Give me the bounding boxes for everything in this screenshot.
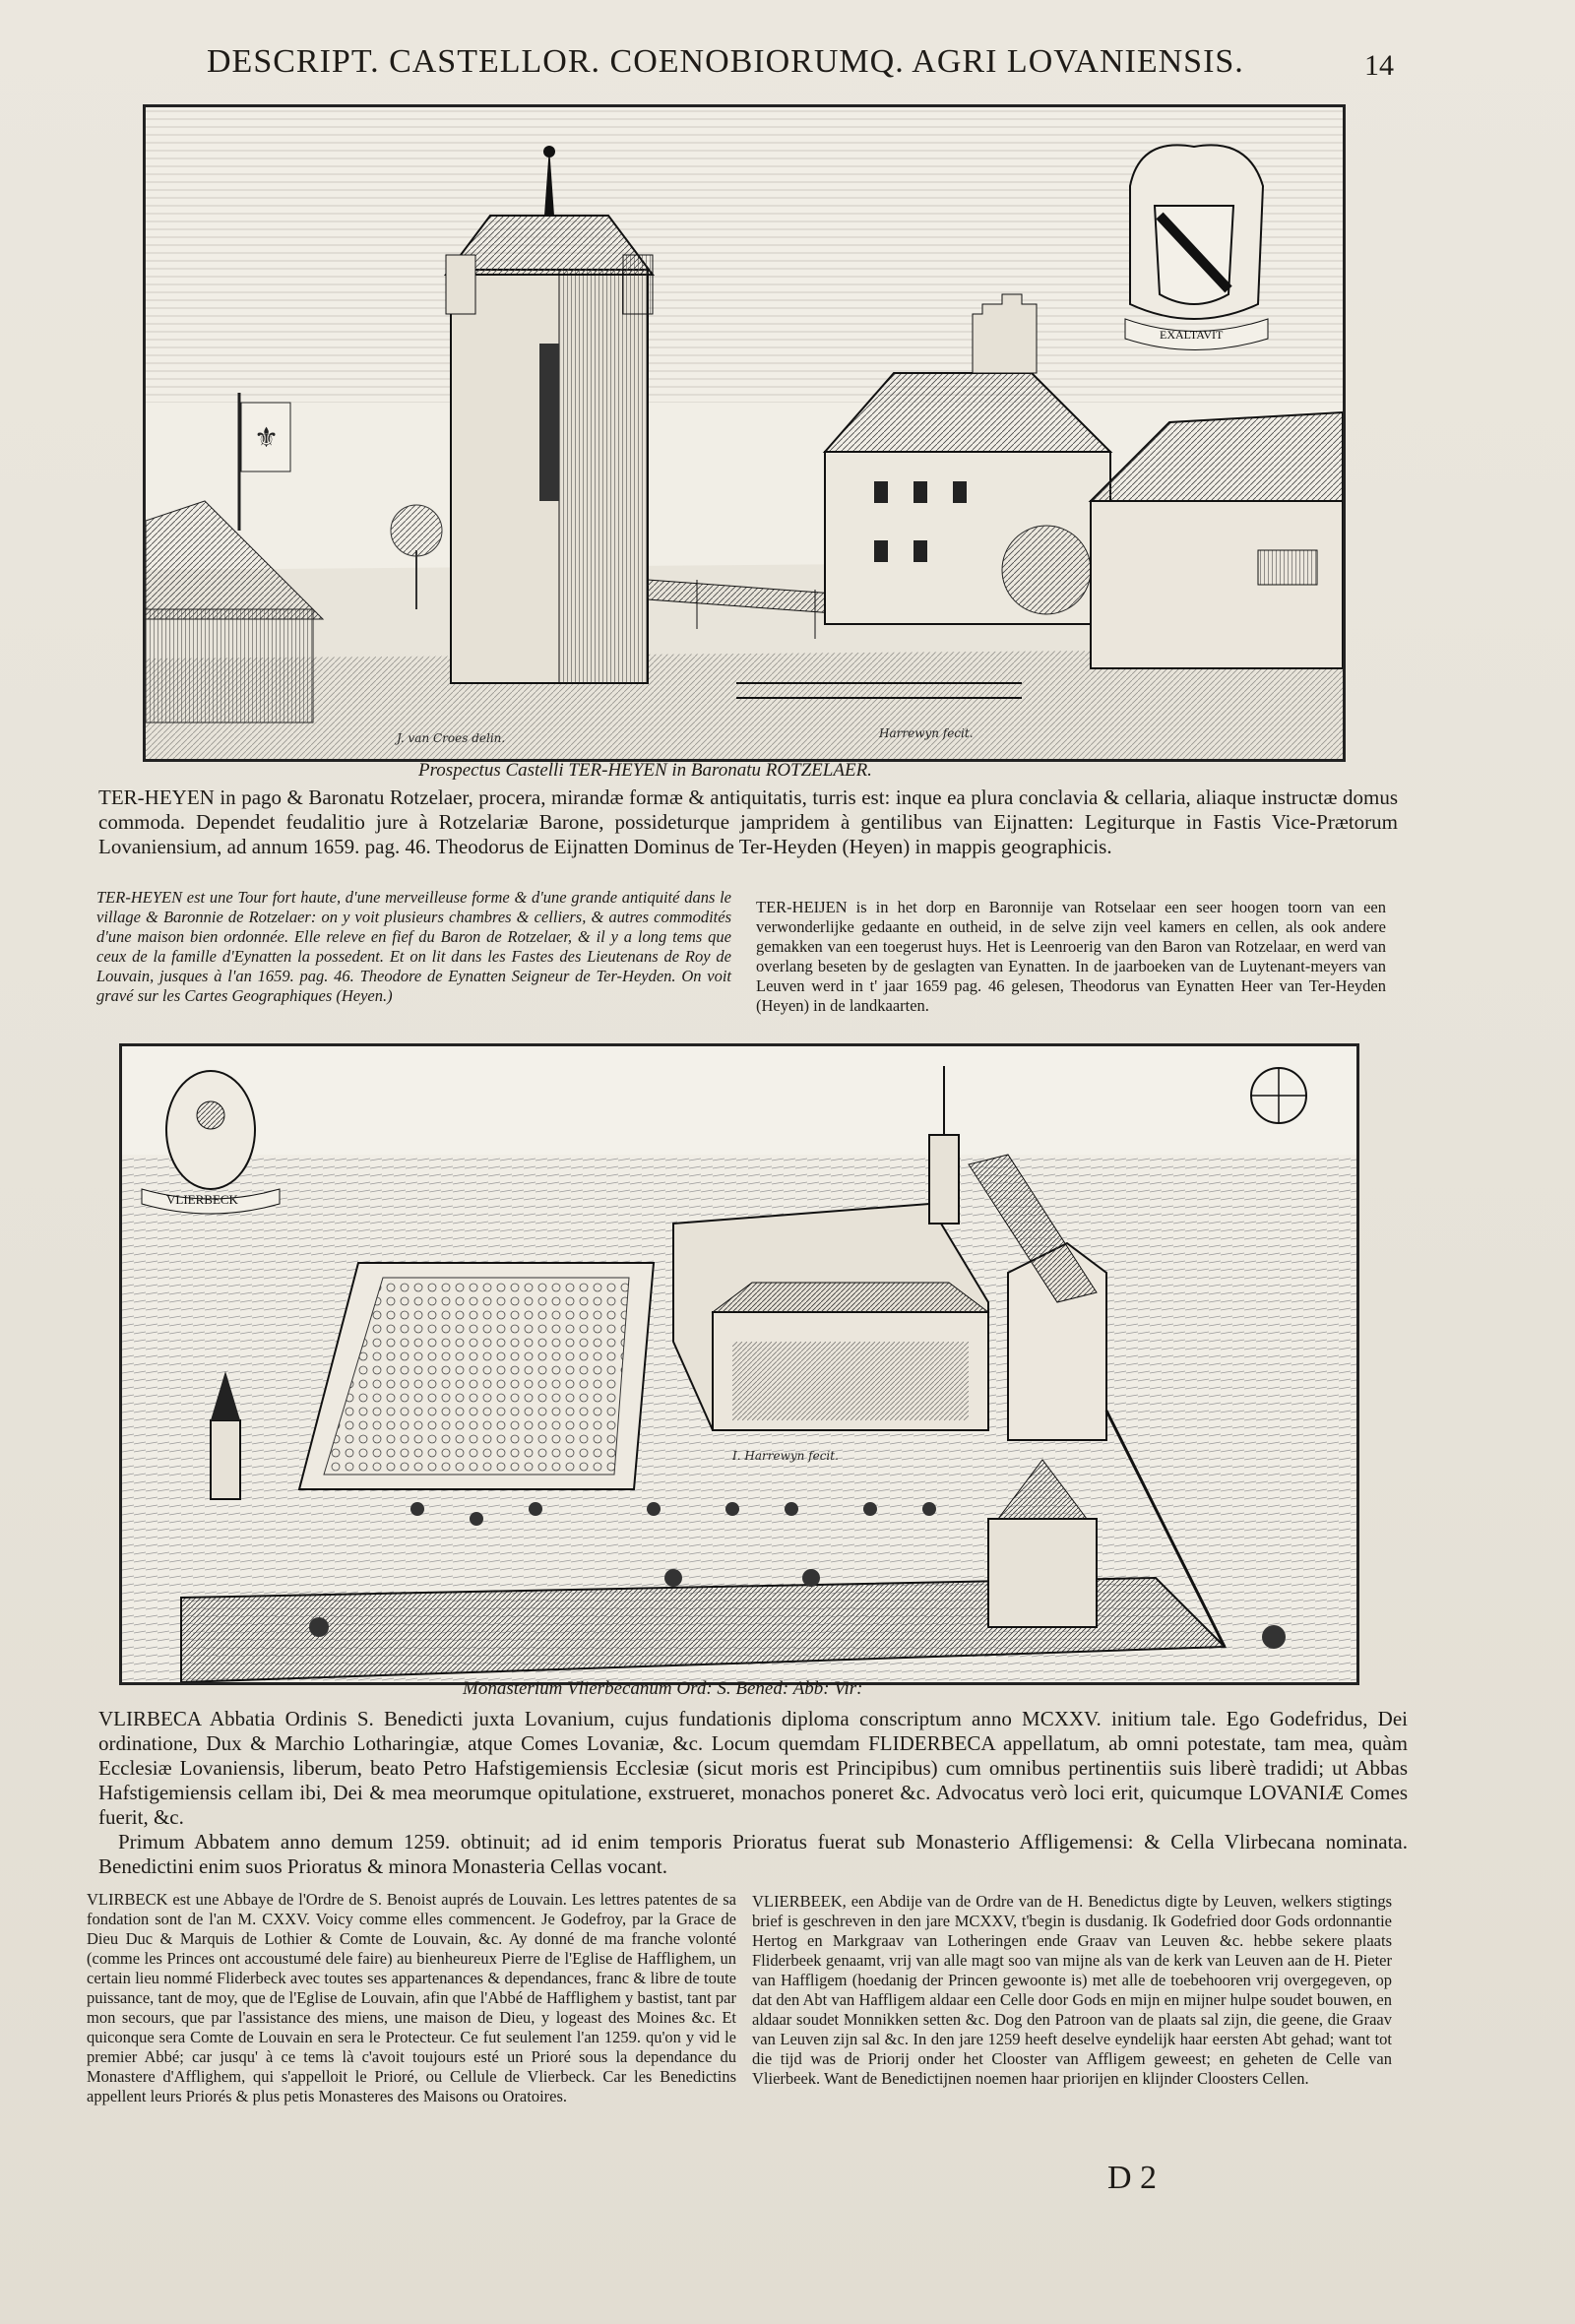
page-header <box>0 43 1575 102</box>
latin-paragraph-1: VLIRBECA Abbatia Ordinis S. Benedicti juxta Lovanium, cujus fundationis diploma conscriptum anno MCXXV. initium tale. Ego Godefridus, Dei ordinatione, Dux & Marchio Lotharingiæ, atque Comes Lovaniæ, &c. Locum quemdam FLIDERBECA appellatum, ab omni potestate, tam mea, quàm Ecclesiæ Lovaniensis, liberum, beato Petro Hafstigemiensis Ecclesiæ (sicut moris est Principibus) cum omnibus pertinentiis suis liberè tradidi; ut Abbas Hafstigemiensis cellam ibi, Dei & mea meorumque opitulatione, exstrueret, monachos poneret &c. Advocatus verò loci erit, quicumque LOVANIÆ Comes fuerit, &c. <box>98 1707 1408 1829</box>
french-text-ter-heyen <box>96 888 731 1006</box>
abbey-caption: Monasterium Vlierbecanum Ord: S. Bened: Abb: Vir: <box>463 1678 863 1699</box>
french-paragraph: TER-HEYEN est une Tour fort haute, d'une merveilleuse forme & d'une grande antiquité dans le village & Baronnie de Rotzelaer: on y voit plusieurs chambres & celliers, & autres commodités d'une maison bien ordonnée. Elle releve en fief du Baron de Rotzelaer, & il y a long tems que ceux de la famille d'Eynatten la possedent. Et on lit dans les Fastes des Lieutenans de Roy de Louvain, jusques à l'an 1659. pag. 46. Theodore de Eynatten Seigneur de Ter-Heyden. On voit gravé sur les Cartes Geographiques (Heyen.) <box>96 888 731 1005</box>
abbey-engraver-signature: I. Harrewyn fecit. <box>732 1449 839 1463</box>
castle-engraving <box>143 104 1346 762</box>
abbey-banner: VLIERBECK <box>166 1192 238 1207</box>
french-paragraph-vlierbeck: VLIRBECK est une Abbaye de l'Ordre de S. Benoist auprés de Louvain. Les lettres patentes de sa fondation sont de l'an M. CXXV. Voicy comme elles commencent. Je Godefroy, par la Grace de Dieu Duc & Marquis de Lothier & Comte de Louvain, &c. Ay donné de ma franche volonté (comme les Princes ont accoustumé dele faire) au bienheureux Pierre de l'Eglise de Hafflighem, un certain lieu nommé Fliderbeck avec toutes ses appartenances & dependances, franc & libre de toute puissance, tant de moy, que de l'Eglise de Louvain, afin que l'Abbé de Hafflighem y bastist, tant par mon secours, que par l'assistance des miens, une maison de Dieu, y logeast des Moines &c. Et quiconque sera Comte de Louvain en sera le Protecteur. Ce fut seulement l'an 1259. qu'on y vid le premier Abbé; car jusqu' à ce tems là c'avoit toujours esté un Prioré sous la dependance du Monastere d'Afflighem, qui s'appelloit le Prioré, ou Cellule de Vlierbeck. Car les Benedictins appellent leurs Priorés & plus petis Monasteres des Maisons ou Oratoires. <box>87 1890 736 2105</box>
dutch-paragraph: TER-HEIJEN is in het dorp en Baronnije van Rotselaar een seer hoogen toorn van een verwonderlijke gedaante en outheid, in de selve zijn veel kamers en cellen, als ook andere gemakken van een toegerust huys. Het is Leenroerig van den Baron van Rotzelaar, en werd van overlang beseten by de geslagten van Eynatten. In de jaarboeken van de Luytenant-meyers van Leuven werd in t' jaar 1659 pag. 46 gelesen, Theodorus van Eynatten Heer van Ter-Heyden (Heyen) in de landkaarten. <box>756 898 1386 1015</box>
french-text-vlierbeck <box>87 1890 736 2106</box>
svg-text:⚜: ⚜ <box>254 421 280 454</box>
latin-text-vlierbeck <box>98 1707 1408 1879</box>
dutch-paragraph-vlierbeck: VLIERBEEK, een Abdije van de Ordre van de H. Benedictus digte by Leuven, welkers stigtings brief is geschreven in den jare MCXXV, t'begin is dusdanig. Ik Godefried door Gods ordonnantie Hertog en Markgraav van Lotheringen ende Graav van Leuven &c. hebbe sekere plaats Fliderbeek genaamt, vrij van alle magt soo van mijne als van de kerk van Leuven aan de H. Pieter van Haffligem (hoedanig der Princen gewoonte is) met alle de toebehooren vrij overgegeven, op dat den Abt van Haffligem aldaar een Celle door Gods en mijn en mijner hulpe soudet bouwen, en aldaar soudet Monnikken setten &c. Dog den Patroon van de plaats sal zijn, die geene, die Graav van Leuven zijn sal &c. In den jare 1259 heeft deselve eyndelijk haar eersten Abt gehad; want tot die tijd was de Priorij onder het Clooster van Affligem geweest; en geheten de Celle van Vlierbeek. Want de Benedictijnen noemen haar priorijen en klijnder Cloosters Cellen. <box>752 1892 1392 2088</box>
page-number: 14 <box>1364 49 1394 82</box>
coat-of-arms-motto: EXALTAVIT <box>1160 328 1224 342</box>
page-title: DESCRIPT. CASTELLOR. COENOBIORUMQ. AGRI LOVANIENSIS. <box>207 43 1244 80</box>
dutch-text-vlierbeck <box>752 1892 1392 2089</box>
castle-caption: Prospectus Castelli TER-HEYEN in Baronatu ROTZELAER. <box>418 760 872 781</box>
latin-paragraph: TER-HEYEN in pago & Baronatu Rotzelaer, procera, mirandæ formæ & antiquitatis, turris est: inque ea plura conclavia & cellaria, aliaque instructæ domus commoda. Dependet feudalitio jure à Rotzelariæ Barone, possideturque jampridem à gentilibus van Eijnatten: Legiturque in Fastis Vice-Prætorum Lovaniensium, ad annum 1659. pag. 46. Theodorus de Eijnatten Dominus de Ter-Heyden (Heyen) in mappis geographicis. <box>98 785 1398 858</box>
latin-text-ter-heyen <box>98 785 1398 859</box>
engraver-signature: Harrewyn fecit. <box>879 726 974 740</box>
drawer-signature: J. van Croes delin. <box>397 731 506 745</box>
latin-paragraph-2: Primum Abbatem anno demum 1259. obtinuit; ad id enim temporis Prioratus fuerat sub Monasterio Affligemensi: & Cella Vlirbecana nominata. Benedictini enim suos Prioratus & minora Monasteria Cellas vocant. <box>98 1830 1408 1878</box>
signature-mark: D 2 <box>1107 2160 1158 2196</box>
dutch-text-ter-heyen <box>756 898 1386 1016</box>
abbey-engraving <box>119 1043 1359 1685</box>
